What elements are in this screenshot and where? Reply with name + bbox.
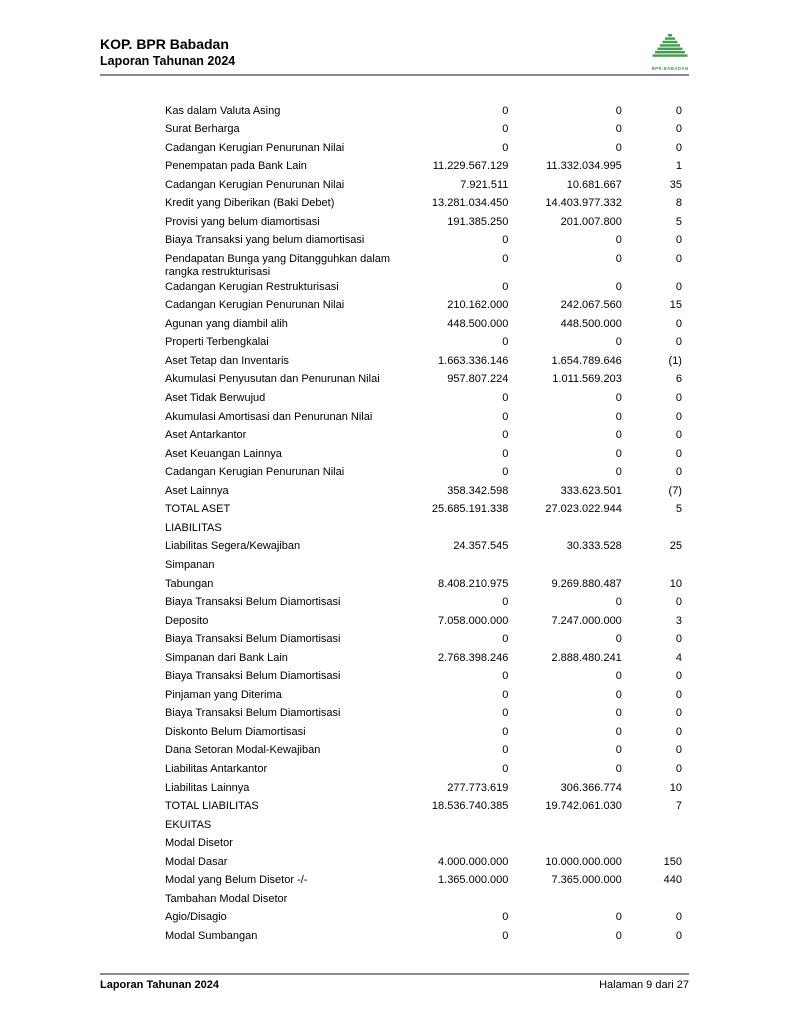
row-value-col2: 0 <box>615 447 622 460</box>
footer-report-title: Laporan Tahunan 2024 <box>100 979 219 991</box>
row-value-col1: 18.536.740.385 <box>431 800 509 813</box>
table-row <box>165 213 682 232</box>
row-value-col1: 0 <box>502 234 509 247</box>
row-value-col2: 0 <box>615 725 622 738</box>
row-label: Biaya Transaksi Belum Diamortisasi <box>165 596 341 609</box>
row-value-col3: 0 <box>675 911 682 924</box>
row-value-col3: 4 <box>675 651 682 664</box>
row-label: Pendapatan Bunga yang Ditangguhkan dalam rangka restrukturisasi <box>165 252 391 278</box>
row-value-col1: 0 <box>502 725 509 738</box>
table-row <box>165 816 682 835</box>
row-value-col1: 0 <box>502 336 509 349</box>
row-label: TOTAL LIABILITAS <box>165 800 259 813</box>
row-label: Modal Dasar <box>165 855 228 868</box>
row-value-col3: 0 <box>675 429 682 442</box>
table-row <box>165 575 682 594</box>
row-value-col3: 150 <box>663 855 682 868</box>
row-value-col2: 0 <box>615 392 622 405</box>
row-value-col2: 2.888.480.241 <box>551 651 622 664</box>
row-value-col2: 448.500.000 <box>560 317 622 330</box>
table-row <box>165 890 682 909</box>
row-label: Properti Terbengkalai <box>165 336 269 349</box>
page-footer <box>100 973 689 991</box>
table-row <box>165 195 682 214</box>
row-value-col1: 957.807.224 <box>447 373 509 386</box>
row-value-col1: 0 <box>502 392 509 405</box>
row-value-col3: 1 <box>675 160 682 173</box>
row-value-col2: 0 <box>615 141 622 154</box>
header-divider <box>100 74 689 76</box>
row-label: Aset Lainnya <box>165 484 229 497</box>
row-value-col2: 30.333.528 <box>566 540 622 553</box>
row-label: Simpanan dari Bank Lain <box>165 651 288 664</box>
row-value-col2: 306.366.774 <box>560 781 622 794</box>
row-label: Kas dalam Valuta Asing <box>165 104 281 117</box>
table-row <box>165 427 682 446</box>
row-value-col1: 11.229.567.129 <box>432 160 509 173</box>
row-label: Liabilitas Lainnya <box>165 781 250 794</box>
row-value-col2: 10.681.667 <box>566 178 622 191</box>
table-row <box>165 927 682 946</box>
row-value-col1: 0 <box>502 429 509 442</box>
row-value-col1: 4.000.000.000 <box>438 855 509 868</box>
row-value-col1: 0 <box>502 141 509 154</box>
row-value-col3: 0 <box>675 762 682 775</box>
table-row <box>165 102 682 121</box>
row-value-col1: 0 <box>502 688 509 701</box>
table-row <box>165 158 682 177</box>
row-value-col2: 1.011.569.203 <box>552 373 622 386</box>
row-value-col3: 0 <box>675 280 682 293</box>
table-row <box>165 872 682 891</box>
row-value-col3: 440 <box>663 874 682 887</box>
row-value-col2: 333.623.501 <box>560 484 622 497</box>
row-value-col1: 7.058.000.000 <box>438 614 509 627</box>
row-label: Provisi yang belum diamortisasi <box>165 215 320 228</box>
table-row <box>165 408 682 427</box>
row-value-col2: 0 <box>615 911 622 924</box>
row-value-col1: 0 <box>502 280 509 293</box>
row-value-col3: 7 <box>675 800 682 813</box>
row-value-col1: 0 <box>502 123 509 136</box>
row-value-col3: 0 <box>675 688 682 701</box>
row-value-col1: 0 <box>502 104 509 117</box>
row-value-col3: 0 <box>675 725 682 738</box>
table-row <box>165 853 682 872</box>
row-value-col3: 8 <box>675 197 682 210</box>
row-value-col3: 0 <box>675 234 682 247</box>
row-value-col1: 0 <box>502 911 509 924</box>
logo-text: BPR BABADAN <box>651 66 689 71</box>
row-label: Dana Setoran Modal-Kewajiban <box>165 744 321 757</box>
row-value-col1: 0 <box>502 410 509 423</box>
row-value-col3: 0 <box>675 141 682 154</box>
row-value-col2: 10.000.000.000 <box>545 855 622 868</box>
table-row <box>165 835 682 854</box>
company-name: KOP. BPR Babadan <box>100 36 229 52</box>
row-label: Aset Tetap dan Inventaris <box>165 354 289 367</box>
row-value-col3: 0 <box>675 596 682 609</box>
row-value-col1: 0 <box>502 596 509 609</box>
table-row <box>165 686 682 705</box>
table-row <box>165 705 682 724</box>
table-row <box>165 121 682 140</box>
row-value-col3: 0 <box>675 252 682 265</box>
row-value-col2: 7.365.000.000 <box>551 874 622 887</box>
row-value-col1: 0 <box>502 670 509 683</box>
row-value-col2: 0 <box>615 670 622 683</box>
row-value-col3: 3 <box>675 614 682 627</box>
table-row <box>165 909 682 928</box>
row-label: Biaya Transaksi Belum Diamortisasi <box>165 707 341 720</box>
row-label: Modal Sumbangan <box>165 929 258 942</box>
table-row <box>165 797 682 816</box>
row-value-col2: 0 <box>615 429 622 442</box>
row-value-col3: 0 <box>675 744 682 757</box>
row-value-col3: 0 <box>675 123 682 136</box>
row-value-col2: 0 <box>615 707 622 720</box>
table-row <box>165 779 682 798</box>
row-label: Biaya Transaksi Belum Diamortisasi <box>165 670 341 683</box>
row-value-col1: 7.921.511 <box>460 178 509 191</box>
table-row <box>165 464 682 483</box>
table-row <box>165 482 682 501</box>
table-row <box>165 389 682 408</box>
table-row <box>165 593 682 612</box>
table-row <box>165 250 682 278</box>
row-label: Akumulasi Amortisasi dan Penurunan Nilai <box>165 410 373 423</box>
row-label: Diskonto Belum Diamortisasi <box>165 725 306 738</box>
row-value-col1: 1.663.336.146 <box>438 354 509 367</box>
table-row <box>165 556 682 575</box>
table-row <box>165 352 682 371</box>
row-value-col1: 0 <box>502 744 509 757</box>
table-row <box>165 139 682 158</box>
row-label: EKUITAS <box>165 818 212 831</box>
row-label: Kredit yang Diberikan (Baki Debet) <box>165 197 335 210</box>
row-value-col1: 0 <box>502 633 509 646</box>
row-label: Cadangan Kerugian Penurunan Nilai <box>165 466 345 479</box>
row-label: Tambahan Modal Disetor <box>165 892 288 905</box>
row-label: Cadangan Kerugian Restrukturisasi <box>165 280 339 293</box>
row-label: Cadangan Kerugian Penurunan Nilai <box>165 141 345 154</box>
row-value-col2: 0 <box>615 336 622 349</box>
row-value-col3: 0 <box>675 633 682 646</box>
row-value-col3: 0 <box>675 410 682 423</box>
row-value-col2: 0 <box>615 104 622 117</box>
table-row <box>165 278 682 297</box>
row-value-col2: 0 <box>615 123 622 136</box>
row-value-col1: 0 <box>502 707 509 720</box>
row-value-col2: 0 <box>615 252 622 265</box>
row-value-col1: 277.773.619 <box>447 781 509 794</box>
row-label: Agunan yang diambil alih <box>165 317 288 330</box>
table-row <box>165 176 682 195</box>
row-value-col3: (7) <box>668 484 682 497</box>
row-value-col3: 10 <box>669 781 682 794</box>
row-value-col3: 0 <box>675 447 682 460</box>
bpr-babadan-logo <box>648 34 692 71</box>
row-value-col3: 5 <box>675 503 682 516</box>
table-row <box>165 371 682 390</box>
row-value-col1: 2.768.398.246 <box>438 651 509 664</box>
row-label: Cadangan Kerugian Penurunan Nilai <box>165 299 345 312</box>
row-value-col1: 0 <box>502 929 509 942</box>
row-value-col3: 0 <box>675 670 682 683</box>
row-value-col3: 5 <box>675 215 682 228</box>
row-value-col3: 0 <box>675 466 682 479</box>
row-label: Penempatan pada Bank Lain <box>165 160 307 173</box>
row-label: Aset Tidak Berwujud <box>165 392 266 405</box>
row-value-col2: 0 <box>615 280 622 293</box>
table-row <box>165 723 682 742</box>
row-value-col3: 25 <box>669 540 682 553</box>
row-label: Akumulasi Penyusutan dan Penurunan Nilai <box>165 373 380 386</box>
row-value-col1: 191.385.250 <box>447 215 509 228</box>
row-label: Agio/Disagio <box>165 911 227 924</box>
row-value-col1: 0 <box>502 466 509 479</box>
row-value-col2: 1.654.789.646 <box>551 354 622 367</box>
row-value-col3: 15 <box>669 299 682 312</box>
row-value-col3: 0 <box>675 317 682 330</box>
row-label: Modal Disetor <box>165 837 233 850</box>
table-row <box>165 668 682 687</box>
row-label: Aset Keuangan Lainnya <box>165 447 282 460</box>
row-value-col1: 448.500.000 <box>447 317 509 330</box>
row-value-col3: 10 <box>669 577 682 590</box>
row-label: TOTAL ASET <box>165 503 231 516</box>
row-value-col2: 14.403.977.332 <box>545 197 622 210</box>
row-value-col2: 0 <box>615 596 622 609</box>
table-row <box>165 519 682 538</box>
table-row <box>165 742 682 761</box>
table-row <box>165 315 682 334</box>
row-value-col1: 358.342.598 <box>447 484 509 497</box>
row-value-col2: 0 <box>615 410 622 423</box>
row-value-col2: 242.067.560 <box>560 299 622 312</box>
row-label: Cadangan Kerugian Penurunan Nilai <box>165 178 345 191</box>
row-value-col1: 0 <box>502 252 509 265</box>
row-label: Biaya Transaksi Belum Diamortisasi <box>165 633 341 646</box>
page-number: Halaman 9 dari 27 <box>599 979 689 991</box>
table-row <box>165 760 682 779</box>
row-label: Biaya Transaksi yang belum diamortisasi <box>165 234 365 247</box>
row-label: Modal yang Belum Disetor -/- <box>165 874 308 887</box>
table-row <box>165 445 682 464</box>
financial-table <box>165 102 682 946</box>
row-label: Aset Antarkantor <box>165 429 247 442</box>
row-label: Surat Berharga <box>165 123 240 136</box>
row-value-col3: 0 <box>675 336 682 349</box>
row-value-col1: 24.357.545 <box>453 540 509 553</box>
table-row <box>165 232 682 251</box>
row-label: LIABILITAS <box>165 521 222 534</box>
row-value-col2: 0 <box>615 762 622 775</box>
header-titles <box>100 36 690 69</box>
row-value-col2: 0 <box>615 633 622 646</box>
row-value-col3: 35 <box>669 178 682 191</box>
row-label: Liabilitas Segera/Kewajiban <box>165 540 301 553</box>
row-value-col3: 0 <box>675 392 682 405</box>
row-value-col3: 0 <box>675 104 682 117</box>
table-row <box>165 538 682 557</box>
table-row <box>165 649 682 668</box>
row-value-col2: 9.269.880.487 <box>551 577 622 590</box>
row-value-col3: 0 <box>675 707 682 720</box>
row-value-col2: 7.247.000.000 <box>551 614 622 627</box>
row-value-col1: 210.162.000 <box>447 299 509 312</box>
row-value-col2: 201.007.800 <box>560 215 622 228</box>
row-value-col1: 1.365.000.000 <box>438 874 509 887</box>
row-label: Liabilitas Antarkantor <box>165 762 268 775</box>
report-title: Laporan Tahunan 2024 <box>100 54 236 68</box>
page-header <box>100 36 690 69</box>
row-value-col2: 0 <box>615 466 622 479</box>
row-value-col3: (1) <box>668 354 682 367</box>
row-value-col2: 0 <box>615 929 622 942</box>
row-value-col2: 11.332.034.995 <box>546 160 622 173</box>
row-value-col1: 0 <box>502 762 509 775</box>
table-row <box>165 631 682 650</box>
table-row <box>165 334 682 353</box>
table-row <box>165 501 682 520</box>
row-value-col2: 0 <box>615 234 622 247</box>
row-value-col2: 0 <box>615 688 622 701</box>
row-label: Simpanan <box>165 558 215 571</box>
row-value-col2: 27.023.022.944 <box>545 503 622 516</box>
row-label: Deposito <box>165 614 209 627</box>
row-value-col1: 25.685.191.338 <box>431 503 509 516</box>
row-value-col1: 0 <box>502 447 509 460</box>
row-value-col2: 0 <box>615 744 622 757</box>
row-label: Tabungan <box>165 577 214 590</box>
row-value-col3: 0 <box>675 929 682 942</box>
table-row <box>165 612 682 631</box>
row-value-col2: 19.742.061.030 <box>545 800 622 813</box>
row-label: Pinjaman yang Diterima <box>165 688 282 701</box>
table-row <box>165 297 682 316</box>
row-value-col1: 8.408.210.975 <box>438 577 509 590</box>
row-value-col1: 13.281.034.450 <box>431 197 509 210</box>
pyramid-logo-icon <box>652 34 688 60</box>
row-value-col3: 6 <box>675 373 682 386</box>
